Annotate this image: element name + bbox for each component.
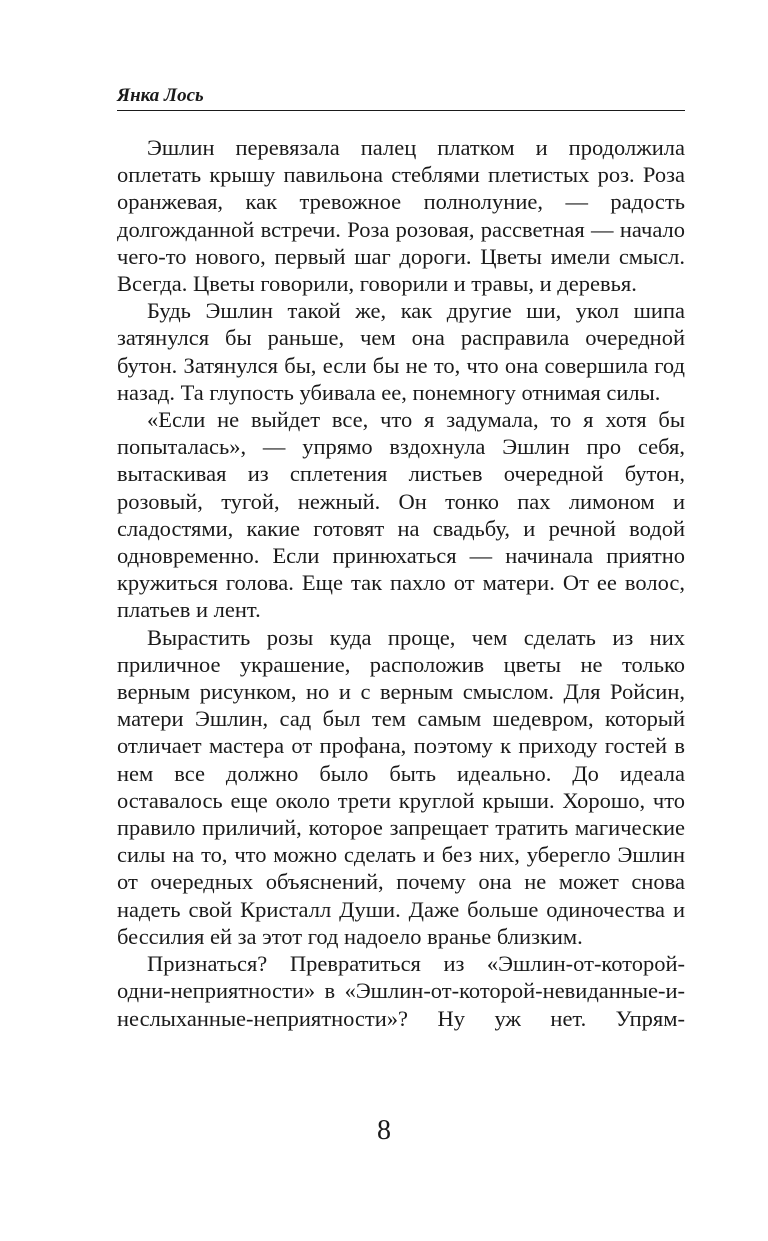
author-name: Янка Лось	[117, 85, 204, 106]
paragraph: Признаться? Превратиться из «Эшлин-от-которой-одни-неприятности» в «Эшлин-от-которой-невиданные-и-неслыханные-неприятности»? Ну уж нет. Упрям-	[117, 951, 685, 1031]
page-number: 8	[377, 1115, 391, 1146]
paragraph: «Если не выйдет все, что я задумала, то я хотя бы попыталась», — упрямо вздохнула Эшлин про себя, вытаскивая из сплетения листьев очередной бутон, розовый, тугой, нежный. Он тонко пах лимоном и сладостями, какие готовят на свадьбу, и речной водой одновременно. Если принюхаться — начинала приятно кружиться голова. Еще так пахло от матери. От ее волос, платьев и лент.	[117, 407, 685, 623]
header-rule	[117, 110, 685, 111]
running-header	[117, 84, 685, 111]
body-text	[117, 134, 685, 1032]
paragraph: Эшлин перевязала палец платком и продолжила оплетать крышу павильона стеблями плетистых роз. Роза оранжевая, как тревожное полнолуние, — радость долгожданной встречи. Роза розовая, рассветная — начало чего-то нового, первый шаг дороги. Цветы имели смысл. Всегда. Цветы говорили, говорили и травы, и деревья.	[117, 135, 685, 297]
paragraph: Вырастить розы куда проще, чем сделать из них приличное украшение, расположив цветы не только верным рисунком, но и с верным смыслом. Для Ройсин, матери Эшлин, сад был тем самым шедевром, который отличает мастера от профана, поэтому к приходу гостей в нем все должно было быть идеально. До идеала оставалось еще около трети круглой крыши. Хорошо, что правило приличий, которое запрещает тратить магические силы на то, что можно сделать и без них, уберегло Эшлин от очередных объяснений, почему она не может снова надеть свой Кристалл Души. Даже больше одиночества и бессилия ей за этот год надоело вранье близким.	[117, 624, 685, 949]
paragraph: Будь Эшлин такой же, как другие ши, укол шипа затянулся бы раньше, чем она расправила очередной бутон. Затянулся бы, если бы не то, что она совершила год назад. Та глупость убивала ее, понемногу отнимая силы.	[117, 298, 685, 405]
